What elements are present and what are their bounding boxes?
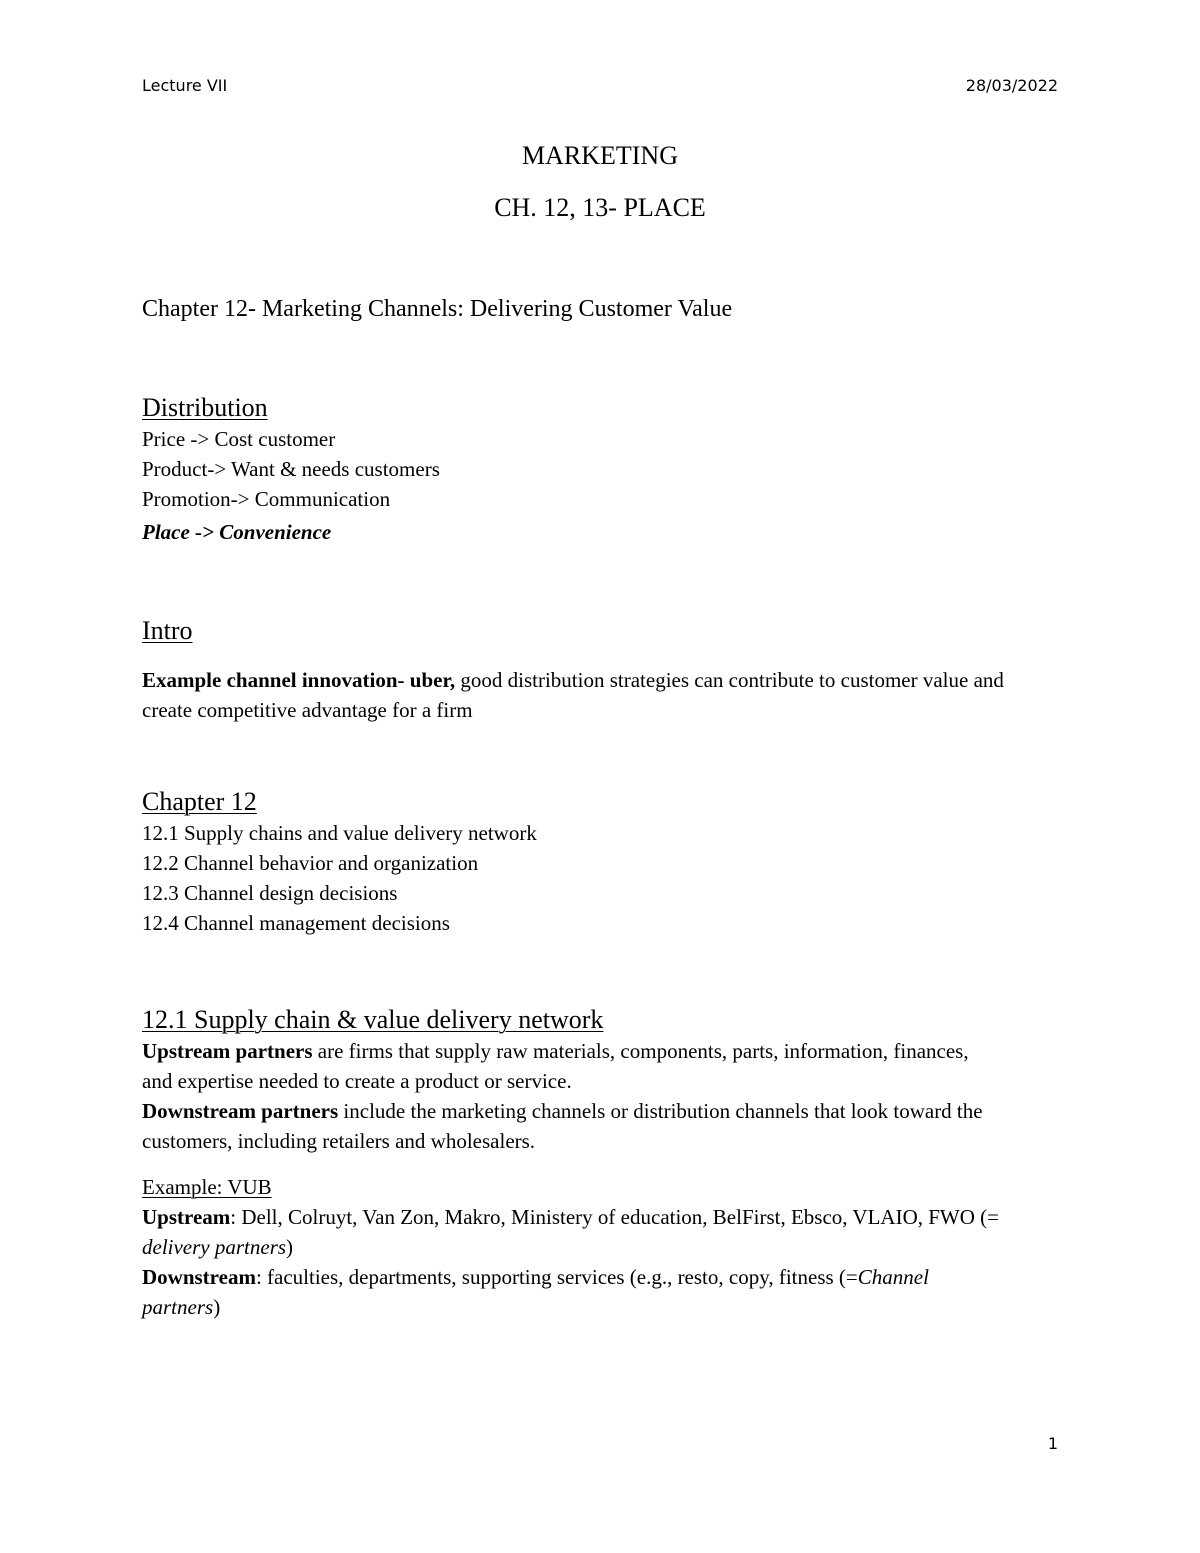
distribution-section xyxy=(142,392,1058,547)
example-downstream-term: Downstream xyxy=(142,1265,256,1289)
chapter12-heading: Chapter 12 xyxy=(142,787,257,816)
chapter12-item: 12.4 Channel management decisions xyxy=(142,911,450,935)
intro-paragraph xyxy=(142,665,1032,725)
chapter12-item: 12.3 Channel design decisions xyxy=(142,881,398,905)
distribution-line-product: Product-> Want & needs customers xyxy=(142,457,440,481)
chapter-title: Chapter 12- Marketing Channels: Delivering Customer Value xyxy=(142,296,733,322)
distribution-line-place: Place -> Convenience xyxy=(142,520,332,544)
example-label: Example: VUB xyxy=(142,1175,272,1199)
header-date: 28/03/2022 xyxy=(965,76,1058,95)
example-downstream xyxy=(142,1262,962,1322)
intro-bold-text: Example channel innovation- uber, xyxy=(142,668,456,692)
upstream-paragraph xyxy=(142,1036,1002,1096)
upstream-term: Upstream partners xyxy=(142,1039,313,1063)
chapter12-item: 12.1 Supply chains and value delivery network xyxy=(142,821,537,845)
document-subtitle: CH. 12, 13- PLACE xyxy=(494,193,706,222)
chapter12-item: 12.2 Channel behavior and organization xyxy=(142,851,479,875)
intro-body-text: good distribution strategies can contribute to customer value and create competitive advantage for a firm xyxy=(142,668,1004,722)
example-upstream-end: ) xyxy=(286,1235,294,1259)
example-downstream-italic: Channel partners xyxy=(142,1265,929,1319)
distribution-line-price: Price -> Cost customer xyxy=(142,427,336,451)
downstream-paragraph xyxy=(142,1096,1058,1156)
example-upstream xyxy=(142,1202,1058,1262)
upstream-definition: are firms that supply raw materials, components, parts, information, finances, and expertise needed to create a product or service. xyxy=(142,1039,969,1093)
document-title: MARKETING xyxy=(522,141,678,170)
example-upstream-italic: delivery partners xyxy=(142,1235,287,1259)
example-downstream-end: ) xyxy=(213,1295,221,1319)
header-lecture: Lecture VII xyxy=(142,76,228,95)
intro-heading: Intro xyxy=(142,616,193,645)
downstream-term: Downstream partners xyxy=(142,1099,339,1123)
example-upstream-text: : Dell, Colruyt, Van Zon, Makro, Ministery of education, BelFirst, Ebsco, VLAIO, FWO (= xyxy=(230,1205,999,1229)
chapter12-section xyxy=(142,786,1058,938)
section-12-1 xyxy=(142,1004,1058,1322)
downstream-definition: include the marketing channels or distribution channels that look toward the customers, including retailers and wholesalers. xyxy=(142,1099,983,1153)
intro-section xyxy=(142,615,1058,725)
section-12-1-heading: 12.1 Supply chain & value delivery network xyxy=(142,1005,604,1034)
page-number: 1 xyxy=(1047,1434,1058,1453)
distribution-line-promotion: Promotion-> Communication xyxy=(142,487,391,511)
example-upstream-term: Upstream xyxy=(142,1205,231,1229)
distribution-heading: Distribution xyxy=(142,393,268,422)
example-downstream-text: : faculties, departments, supporting services (e.g., resto, copy, fitness (= xyxy=(255,1265,858,1289)
